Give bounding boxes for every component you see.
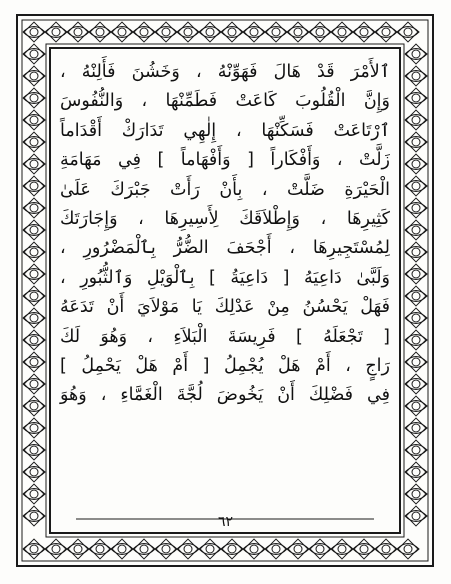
border-knot [23,396,45,416]
border-knot [375,539,397,559]
border-knot [23,286,45,306]
text-line: كَثِيرِهَا ، وَإِطْلاَقَكَ لِأَسِيرِهَا ، وَإِجَارَتَكَ [60,209,390,230]
border-knot [405,66,427,86]
text-line: فِي فَضْلِكَ أَنْ يَخُوضَ لُجَّةَ الْغَمَّاءِ ، وَهُوَ [60,385,390,406]
border-knot [45,22,67,42]
border-knot [243,539,265,559]
border-knot [23,220,45,240]
text-line: لِمُسْتَجِيرِهَا ، أَجْحَفَ الضُّرُّ بِٱلْمَضْرُورِ ، [60,238,390,259]
border-knot [265,539,287,559]
border-knot [331,539,353,559]
border-knot [405,352,427,372]
border-knot [23,88,45,108]
text-line: الْحَيْرَةِ ضَلَّتْ ، بِأَنْ رَأَتْ جَبْرَكَ عَلَىٰ [60,179,390,200]
border-knot [23,440,45,460]
border-knot [89,22,111,42]
border-knot [23,176,45,196]
text-line: زَلَّتْ ، وَأَفْكَاراً [ وَأَفْهَاماً ] فِي مَهَامَةِ [60,150,390,171]
border-knot [23,330,45,350]
text-line: فَهَلْ يَحْسُنُ مِنْ عَدْلِكَ يَا مَوْلاَيَ أَنْ تَدَعَهُ [60,297,390,318]
border-knot [405,110,427,130]
border-knot [405,198,427,218]
border-knot [397,539,419,559]
border-knot [23,484,45,504]
border-knot [23,374,45,394]
border-knot [23,352,45,372]
border-knot [67,22,89,42]
border-knot [243,22,265,42]
border-knot [405,176,427,196]
text-line: وَإِنَّ الْقُلُوبَ كَاعَتْ فَطَمِّنْهَا ، وَالنُّفُوسَ [60,91,390,112]
border-knot [23,66,45,86]
border-knot [199,539,221,559]
border-knot [375,22,397,42]
border-knot [309,539,331,559]
text-line: ٱلأَمْرَ قَدْ هَالَ فَهَوِّنْهُ ، وَخَشُنَ فَأَلِنْهُ ، [60,62,390,82]
text-line: رَاجٍ ، أَمْ هَلْ يُجْمِلُ [ أَمْ هَلْ يَحْمِلُ ] [60,356,390,377]
border-knot [177,22,199,42]
border-knot [405,484,427,504]
border-knot [309,22,331,42]
border-knot [23,110,45,130]
border-knot [111,22,133,42]
border-knot [353,22,375,42]
border-knot [221,539,243,559]
border-knot [23,44,45,64]
text-body [60,58,390,513]
border-knot [405,264,427,284]
border-knot [23,132,45,152]
border-knot [23,418,45,438]
border-knot [405,462,427,482]
border-knot [221,22,243,42]
border-knot [111,539,133,559]
border-knot [133,539,155,559]
text-line: ٱرْتَاعَتْ فَسَكِّنْهَا ، إِلٰهِي تَدَارَكْ أَقْدَاماً [60,120,390,141]
border-knot [23,154,45,174]
border-knot [23,242,45,262]
border-knot [23,462,45,482]
border-knot [405,308,427,328]
border-knot [405,330,427,350]
border-knot [23,539,45,559]
text-line: [ تَجْعَلَهُ ] فَرِيسَةَ الْبَلاَءِ ، وَهُوَ لَكَ [60,326,390,347]
border-knot [405,418,427,438]
border-knot [67,539,89,559]
border-knot [23,264,45,284]
border-knot [353,539,375,559]
border-knot [23,308,45,328]
border-knot [155,22,177,42]
border-knot [199,22,221,42]
border-knot [45,539,67,559]
border-knot [133,22,155,42]
border-knot [405,286,427,306]
border-knot [405,132,427,152]
page-number: ٦٢ [217,514,234,530]
border-knot [405,396,427,416]
border-knot [287,539,309,559]
border-knot [265,22,287,42]
border-knot [177,539,199,559]
border-knot [405,220,427,240]
border-knot [287,22,309,42]
border-knot [23,22,45,42]
border-knot [155,539,177,559]
border-knot [405,242,427,262]
border-knot [405,154,427,174]
border-knot [405,88,427,108]
border-knot [405,440,427,460]
border-knot [23,198,45,218]
border-knot [89,539,111,559]
text-line: وَلَبَّىٰ دَاعِيَهُ [ دَاعِيَةُ ] بِٱلْوَيْلِ وَٱلثُّبُورِ ، [60,267,390,288]
border-knot [405,374,427,394]
border-knot [405,44,427,64]
border-knot [331,22,353,42]
border-knot [397,22,419,42]
